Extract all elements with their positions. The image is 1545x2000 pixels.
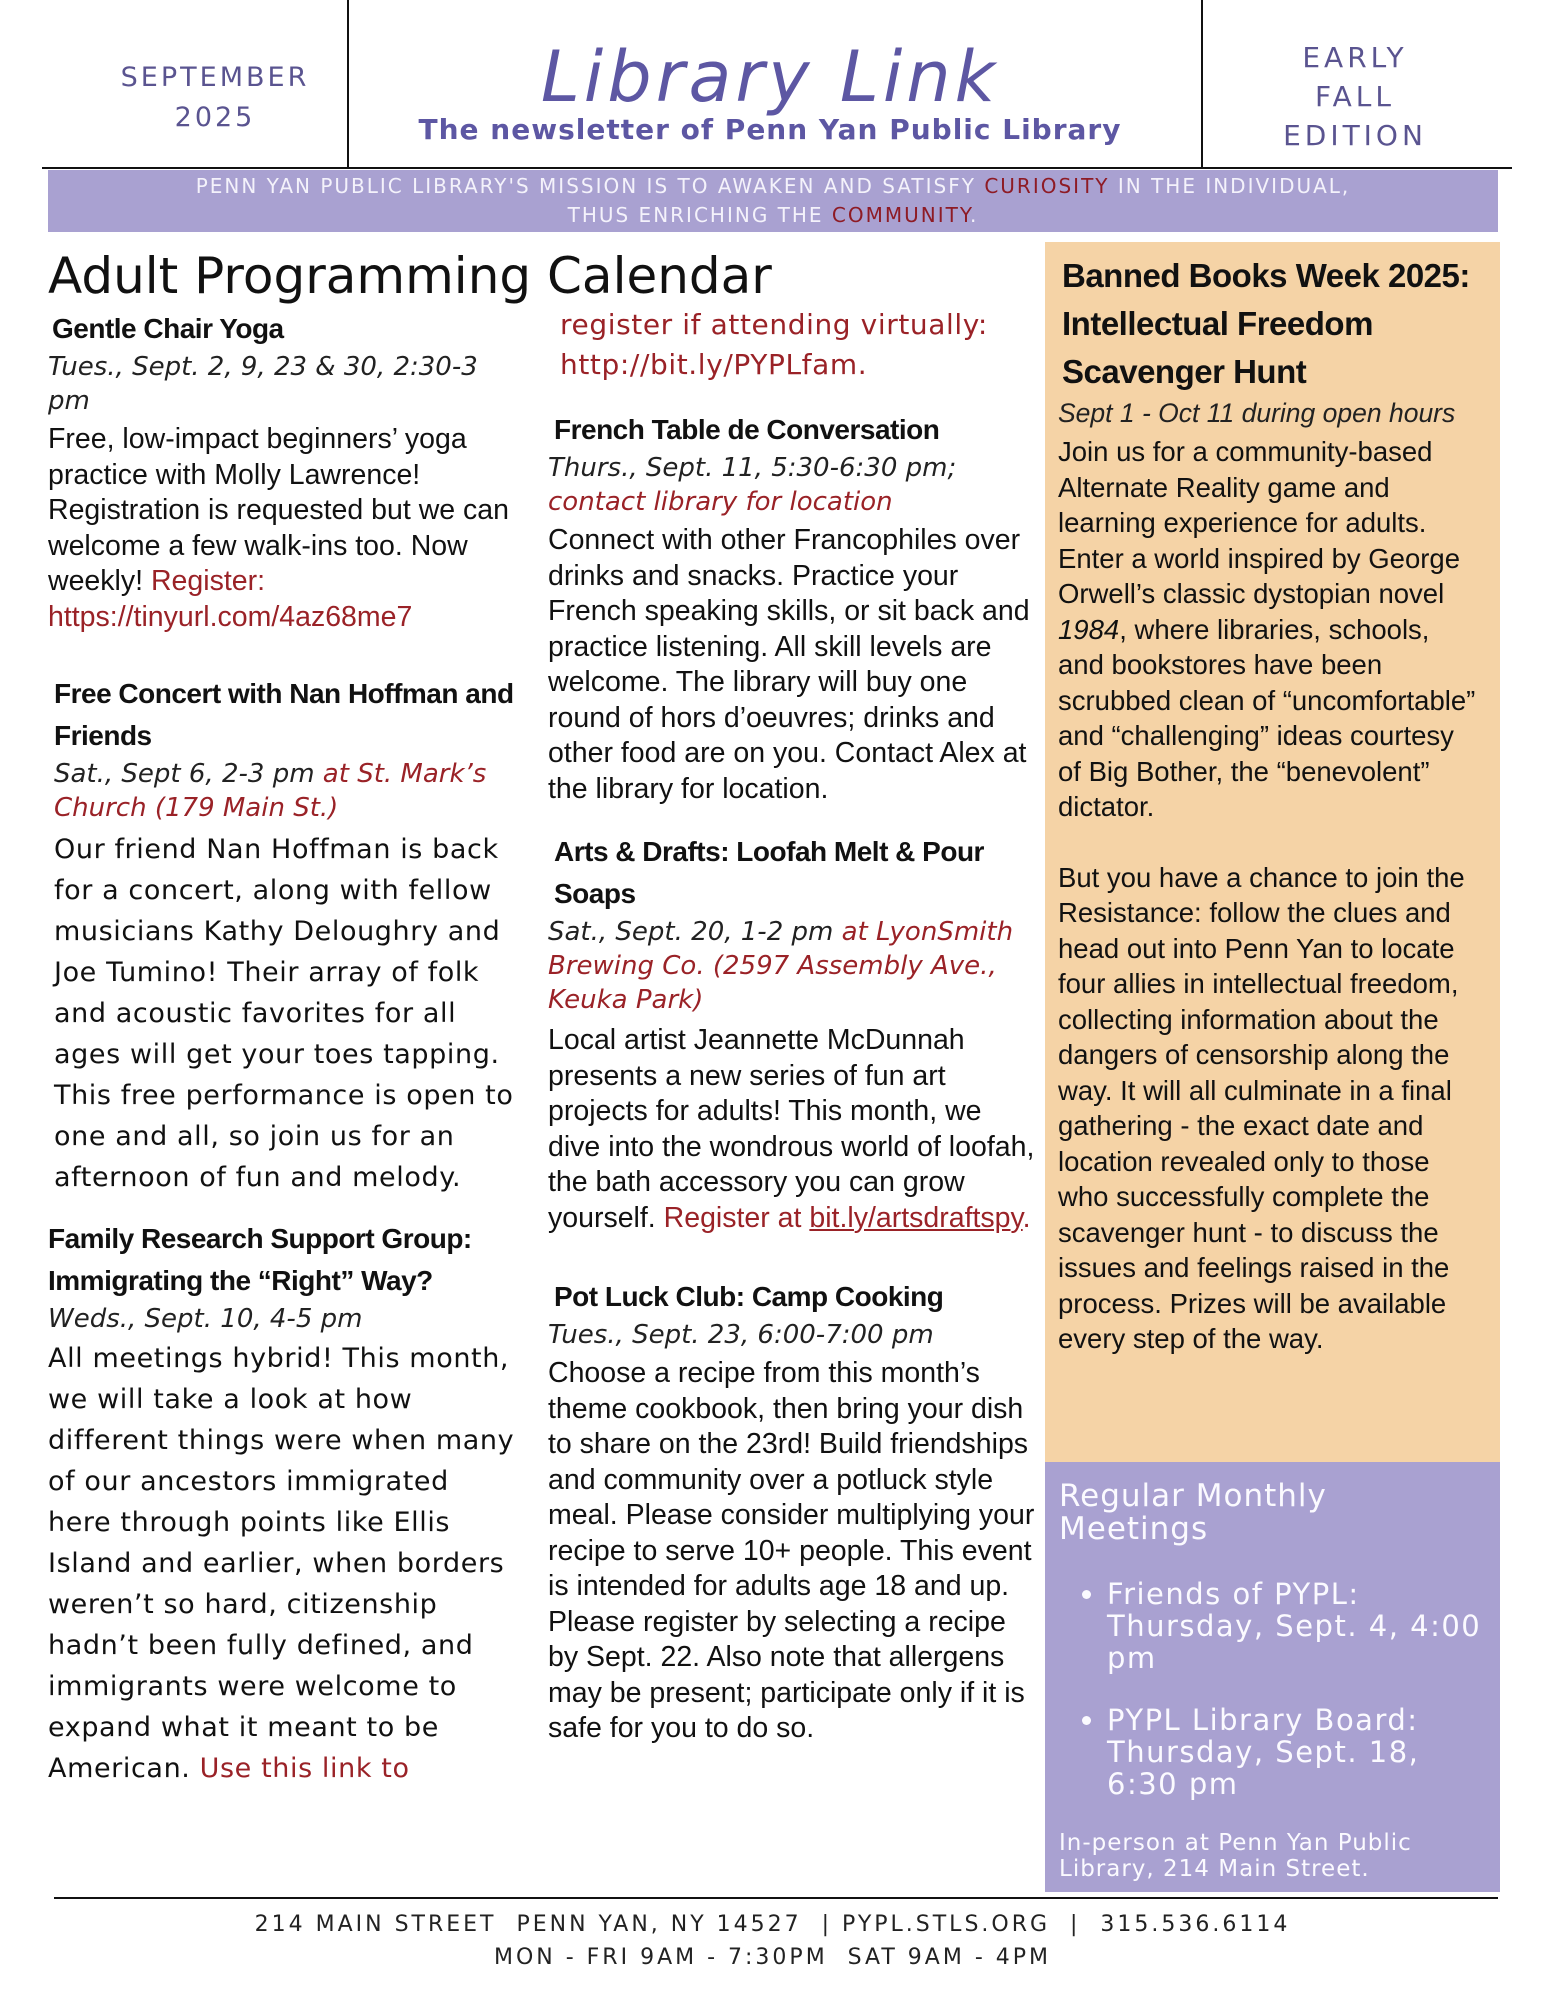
event-title: Free Concert with Nan Hoffman and Friends <box>54 678 514 751</box>
event-arts-drafts <box>548 831 1038 1236</box>
event-description-text: All meetings hybrid! This month, we will take a look at how different things were when many of our ancestors immigrated here through points like Ellis Island and earlier, when borders weren’t so hard, citizenship hadn’t been fully defined, and immigrants were welcome to expand what it meant to be American. <box>48 1343 515 1784</box>
event-date <box>548 451 1038 519</box>
register-link[interactable]: Register: https://tinyurl.com/4az68me7 <box>48 565 413 633</box>
event-description: Our friend Nan Hoffman is back for a concert, along with fellow musicians Kathy Deloughry and Joe Tumino! Their array of folk and acoustic favorites for all ages will get your toes tapping. This free performance is open to one and all, so join us for an afternoon of fun and melody. <box>54 834 514 1193</box>
event-location: at St. Mark’s Church (179 Main St.) <box>54 759 487 823</box>
mission-text: IN THE INDIVIDUAL, <box>1109 174 1351 198</box>
event-date-text: Thurs., Sept. 11, 5:30-6:30 pm; <box>548 453 957 483</box>
mission-text: THUS ENRICHING THE <box>567 203 832 227</box>
event-location: contact library for location <box>548 487 893 517</box>
meeting-item: • Friends of PYPL: Thursday, Sept. 4, 4:00 pm <box>1107 1578 1486 1674</box>
event-date: Tues., Sept. 2, 9, 23 & 30, 2:30-3 pm <box>48 352 478 416</box>
issue-date <box>95 58 335 138</box>
event-description-text: Free, low-impact beginners’ yoga practice with Molly Lawrence! Registration is requested but we can welcome a few walk-ins too. Now weekly! <box>48 423 510 597</box>
header-rule <box>42 167 1512 169</box>
event-title: Gentle Chair Yoga <box>52 313 284 344</box>
mission-text: PENN YAN PUBLIC LIBRARY'S MISSION IS TO AWAKEN AND SATISFY <box>195 174 985 198</box>
event-title: French Table de Conversation <box>554 414 940 445</box>
meetings-title: Regular Monthly Meetings <box>1059 1478 1327 1547</box>
register-link-label: Register at <box>663 1201 810 1234</box>
event-date: Tues., Sept. 23, 6:00-7:00 pm <box>548 1320 934 1350</box>
calendar-column-middle <box>548 307 1038 1747</box>
punctuation: . <box>1022 1201 1031 1234</box>
event-yoga <box>48 308 518 635</box>
event-french <box>548 409 1038 807</box>
event-date: Weds., Sept. 10, 4-5 pm <box>48 1304 363 1334</box>
newsletter-title: Library Link <box>540 36 1000 118</box>
meeting-item: • PYPL Library Board: Thursday, Sept. 18, 6:30 pm <box>1107 1704 1486 1800</box>
event-location: at LyonSmith Brewing Co. (2597 Assembly Ave., Keuka Park) <box>548 917 1014 1015</box>
edition-label <box>1215 38 1495 155</box>
event-date-text: Sat., Sept. 20, 1-2 pm <box>548 917 842 947</box>
book-title: 1984 <box>1058 613 1120 645</box>
calendar-title: Adult Programming Calendar <box>48 247 772 305</box>
register-link-continued[interactable]: register if attending virtually: http://bit.ly/PYPLfam. <box>560 308 988 381</box>
edition-line: FALL <box>1315 80 1395 113</box>
event-description-text: Local artist Jeannette McDunnah presents a new series of fun art projects for adults! This month, we dive into the wondrous world of loofah, the bath accessory you can grow yourself. <box>548 1024 1035 1234</box>
header-divider-right <box>1201 0 1203 167</box>
footer-rule <box>54 1897 1498 1899</box>
footer-address: 214 MAIN STREET PENN YAN, NY 14527 | PYPL.STLS.ORG | 315.536.6114 <box>254 1912 1291 1937</box>
header-divider-left <box>347 0 349 167</box>
register-link[interactable]: bit.ly/artsdraftspy <box>809 1201 1023 1234</box>
regular-meetings-box <box>1045 1462 1500 1892</box>
event-concert <box>48 673 518 1198</box>
event-description: Connect with other Francophiles over drinks and snacks. Practice your French speaking skills, or sit back and practice listening. All skill levels are welcome. The library will buy one round of hors d’oeuvres; drinks and other food are on you. Contact Alex at the library for location. <box>548 524 1030 805</box>
sidebar-text: Join us for a community-based Alternate Reality game and learning experience for adults. Enter a world inspired by George Orwell’s classic dystopian novel <box>1058 436 1461 609</box>
issue-year: 2025 <box>174 102 256 133</box>
event-date <box>54 757 518 825</box>
meetings-note: In-person at Penn Yan Public Library, 214 Main Street. <box>1059 1830 1412 1882</box>
sidebar-date: Sept 1 - Oct 11 during open hours <box>1058 398 1456 428</box>
sidebar-paragraph <box>1058 434 1482 825</box>
edition-line: EDITION <box>1283 119 1427 152</box>
event-family-research <box>48 1218 518 1789</box>
sidebar-title: Banned Books Week 2025: Intellectual Freedom Scavenger Hunt <box>1062 257 1470 390</box>
event-date-text: Sat., Sept 6, 2-3 pm <box>54 759 323 789</box>
footer-hours: MON - FRI 9AM - 7:30PM SAT 9AM - 4PM <box>493 1945 1052 1970</box>
edition-line: EARLY <box>1302 41 1408 74</box>
event-title: Family Research Support Group: Immigrating the “Right” Way? <box>48 1223 472 1296</box>
register-link[interactable]: Use this link to <box>199 1753 410 1784</box>
event-description: Choose a recipe from this month’s theme cookbook, then bring your dish to share on the 23rd! Build friendships and community over a potluck style meal. Please consider multiplying your recipe to serve 10+ people. This event is intended for adults age 18 and up. Please register by selecting a recipe by Sept. 22. Also note that allergens may be present; participate only if it is safe for you to do so. <box>548 1357 1035 1744</box>
mission-highlight: CURIOSITY <box>984 174 1110 198</box>
issue-month: SEPTEMBER <box>120 62 310 93</box>
event-title: Pot Luck Club: Camp Cooking <box>554 1281 944 1312</box>
meetings-list <box>1059 1578 1486 1800</box>
sidebar-paragraph: But you have a chance to join the Resistance: follow the clues and head out into Penn Yan to locate four allies in intellectual freedom, collecting information about the dangers of censorship along the way. It will all culminate in a final gathering - the exact date and location revealed only to those who successfully complete the scavenger hunt - to discuss the issues and feelings raised in the process. Prizes will be available every step of the way. <box>1058 861 1465 1354</box>
newsletter-subtitle: The newsletter of Penn Yan Public Library <box>418 113 1122 146</box>
mission-banner <box>48 170 1498 232</box>
event-description <box>48 422 518 635</box>
mission-highlight: COMMUNITY <box>831 203 971 227</box>
sidebar-text: , where libraries, schools, and bookstores have been scrubbed clean of “uncomfortable” and “challenging” ideas courtesy of Big Bother, the “benevolent” dictator. <box>1058 613 1476 822</box>
mission-text: . <box>970 203 979 227</box>
event-description <box>48 1338 518 1789</box>
banned-books-sidebar <box>1045 242 1500 1462</box>
event-title: Arts & Drafts: Loofah Melt & Pour Soaps <box>554 836 984 909</box>
event-description <box>548 1023 1038 1236</box>
event-date <box>548 915 1038 1017</box>
event-potluck <box>548 1276 1038 1747</box>
